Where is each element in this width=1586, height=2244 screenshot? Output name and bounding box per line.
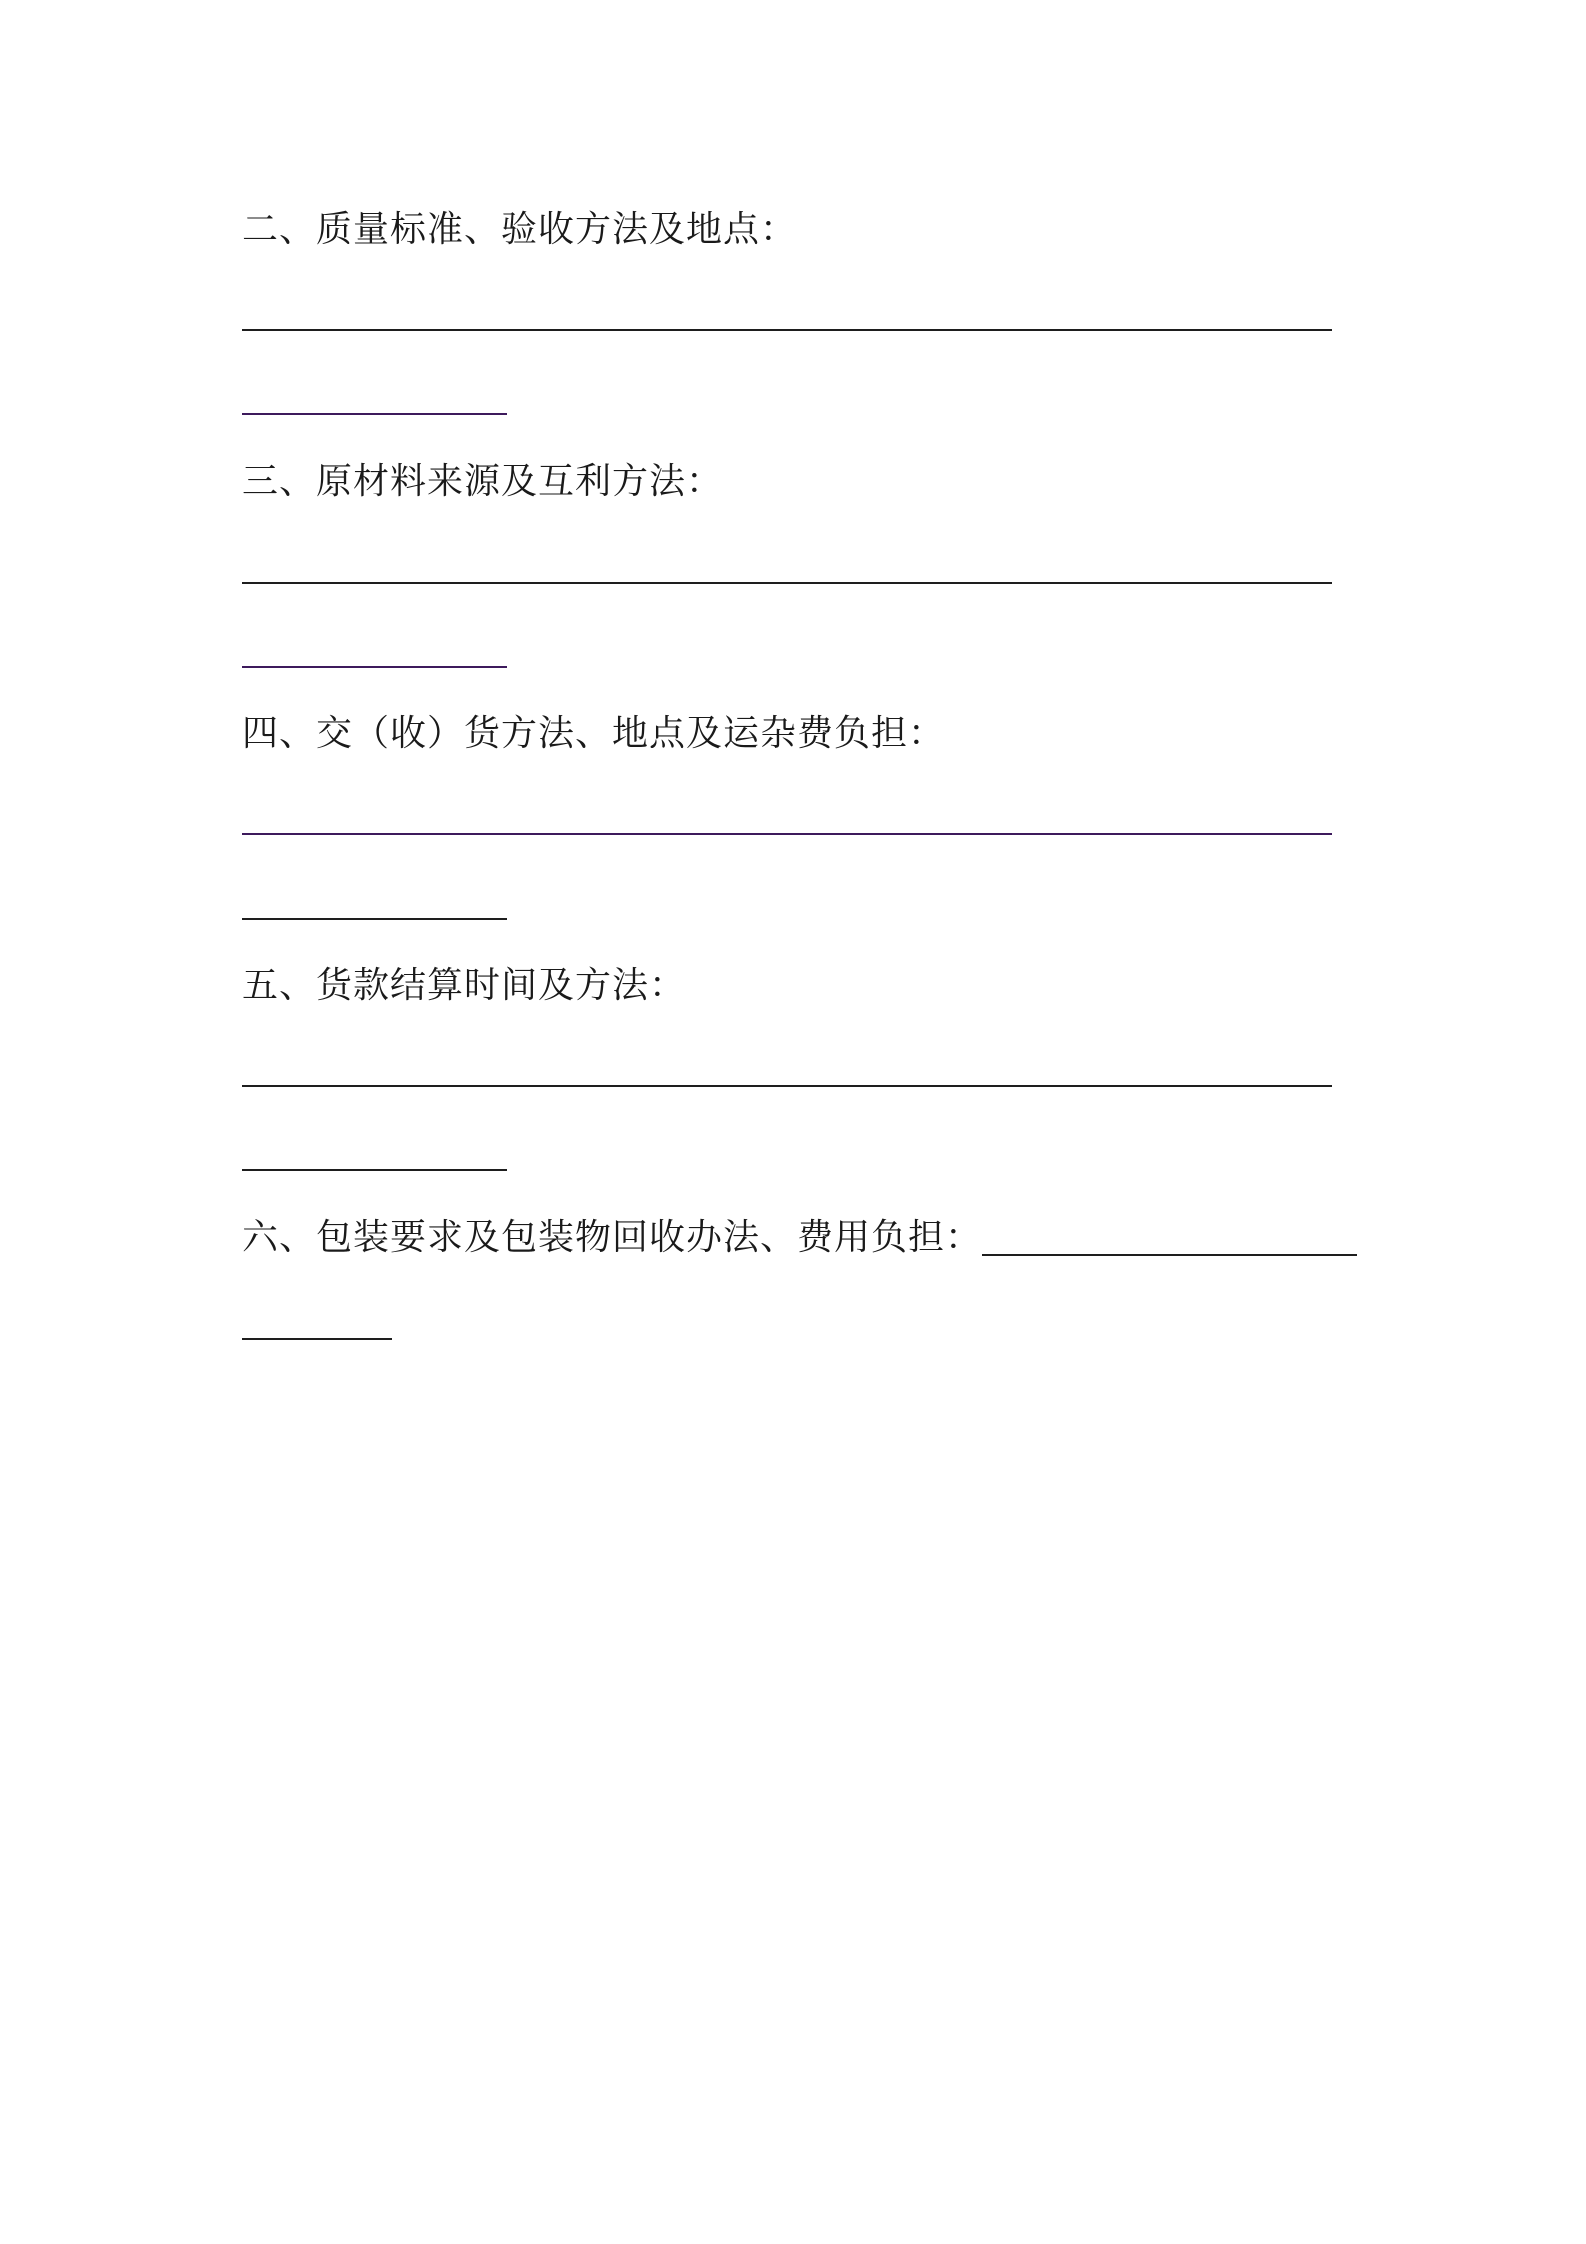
section-2-heading: 二、质量标准、验收方法及地点： bbox=[242, 209, 798, 250]
section-2-blank-line-1[interactable] bbox=[242, 329, 1332, 331]
section-5-heading: 五、货款结算时间及方法： bbox=[242, 965, 687, 1006]
section-3-blank-line-1[interactable] bbox=[242, 582, 1332, 584]
section-4-blank-line-2[interactable] bbox=[242, 918, 507, 920]
section-2-blank-line-2[interactable] bbox=[242, 413, 507, 415]
section-6-heading: 六、包装要求及包装物回收办法、费用负担： bbox=[242, 1217, 983, 1258]
section-3-blank-line-2[interactable] bbox=[242, 666, 507, 668]
section-5-blank-line-1[interactable] bbox=[242, 1085, 1332, 1087]
section-6-blank-line-1[interactable] bbox=[982, 1254, 1357, 1256]
section-4-blank-line-1[interactable] bbox=[242, 833, 1332, 835]
section-6-blank-line-2[interactable] bbox=[242, 1338, 392, 1340]
section-4-heading: 四、交（收）货方法、地点及运杂费负担： bbox=[242, 713, 946, 754]
section-3-heading: 三、原材料来源及互利方法： bbox=[242, 461, 724, 502]
section-5-blank-line-2[interactable] bbox=[242, 1169, 507, 1171]
